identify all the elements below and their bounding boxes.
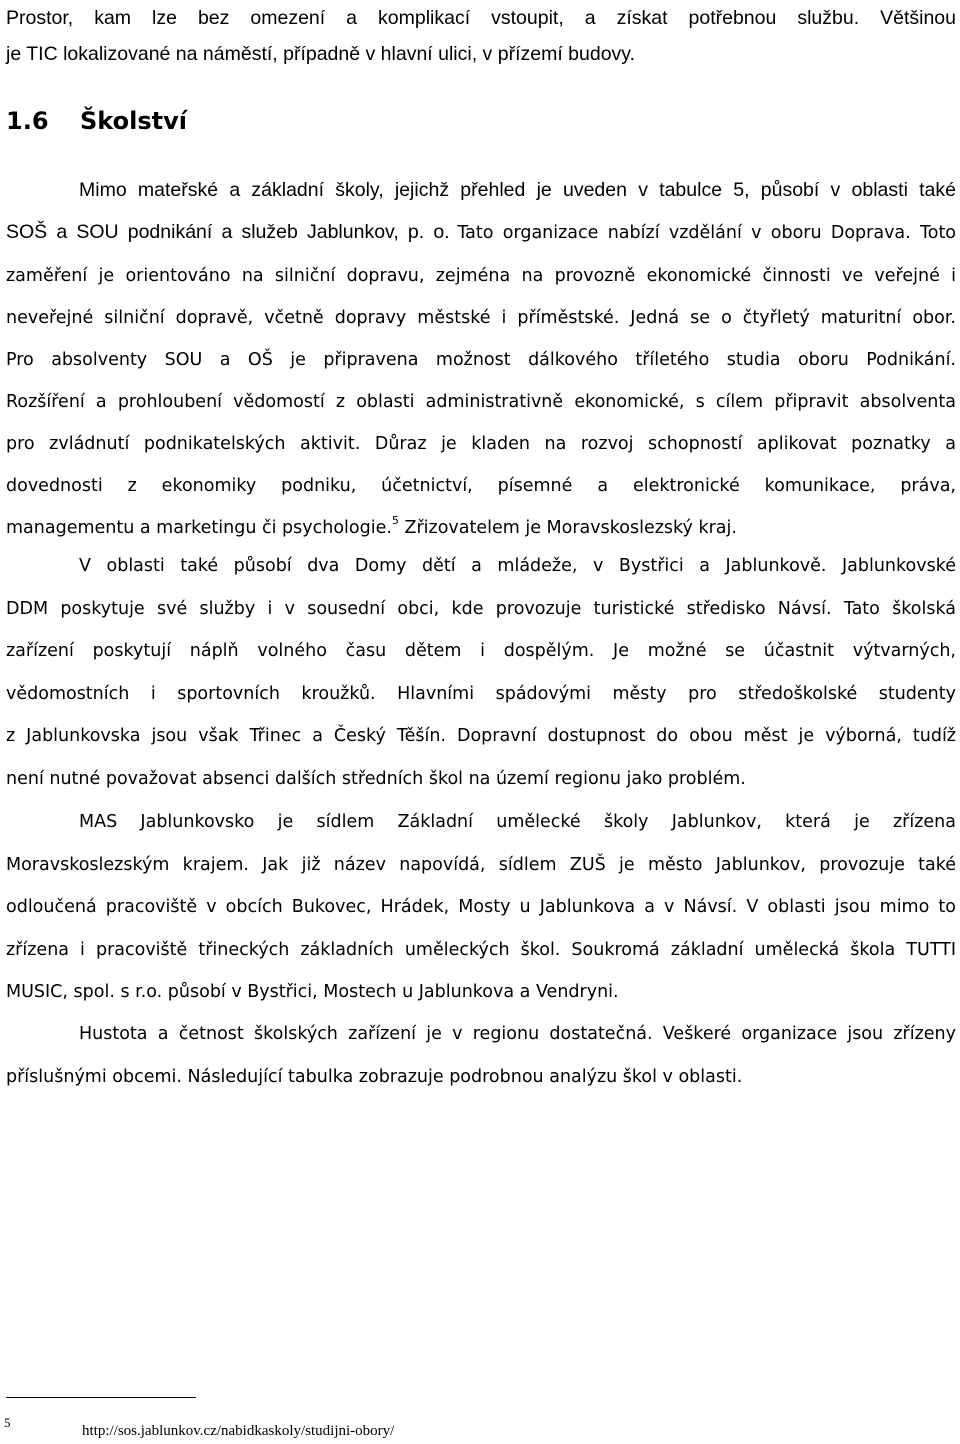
text-line: MUSIC, spol. s r.o. působí v Bystřici, Mostech u Jablunkova a Vendryni. [6, 982, 619, 1002]
text-segment: Tato organizace nabízí vzdělání v oboru Doprava. Toto [457, 223, 957, 243]
section-title: Školství [80, 107, 187, 135]
text-line: DDM poskytuje své služby i v sousední obci, kde provozuje turistické středisko Návsí. Tato školská [6, 598, 956, 619]
text-line: Moravskoslezským krajem. Jak již název napovídá, sídlem ZUŠ je město Jablunkov, provozuje také [6, 854, 956, 875]
text-line: neveřejné silniční dopravě, včetně dopravy městské i příměstské. Jedná se o čtyřletý maturitní obor. [6, 308, 956, 328]
text-line: MAS Jablunkovsko je sídlem Základní umělecké školy Jablunkov, která je zřízena [79, 812, 956, 832]
text-line: příslušnými obcemi. Následující tabulka zobrazuje podrobnou analýzu škol v oblasti. [6, 1066, 743, 1087]
text-line: odloučená pracoviště v obcích Bukovec, Hrádek, Mosty u Jablunkova a v Návsí. V oblasti jsou mimo to [6, 897, 956, 917]
text-line: je TIC lokalizované na náměstí, případně v hlavní ulici, v přízemí budovy. [6, 43, 636, 65]
footnote-url: http://sos.jablunkov.cz/nabidkaskoly/studijni-obory/ [82, 1423, 395, 1439]
text-line: pro zvládnutí podnikatelských aktivit. Důraz je kladen na rozvoj schopností aplikovat poznatky a [6, 434, 956, 454]
zus-paragraph [6, 801, 956, 1014]
text-line: vědomostních i sportovních kroužků. Hlavními spádovými městy pro středoškolské studenty [6, 683, 956, 704]
text-line: z Jablunkovska jsou však Třinec a Český Těšín. Dopravní dostupnost do obou měst je výborná, tudíž [6, 726, 956, 746]
text-line: zaměření je orientováno na silniční dopravu, zejména na provozně ekonomické činnosti ve veřejné i [6, 266, 956, 286]
text-line [6, 507, 956, 549]
section-number: 1.6 [6, 107, 49, 135]
density-paragraph [6, 1013, 956, 1098]
text-line: zřízena i pracoviště třineckých základních uměleckých škol. Soukromá základní umělecká škola TUTTI [6, 939, 956, 960]
text-line: V oblasti také působí dva Domy dětí a mládeže, v Bystřici a Jablunkově. Jablunkovské [79, 556, 956, 576]
text-segment: managementu a marketingu či psychologie. [6, 518, 392, 538]
text-line: Rozšíření a prohloubení vědomostí z oblasti administrativně ekonomické, s cílem připravit absolventa [6, 392, 956, 412]
text-segment: Zřizovatelem je Moravskoslezský kraj. [404, 518, 737, 538]
footnote-reference: 5 [391, 514, 399, 527]
schools-paragraph [6, 169, 956, 549]
text-line: zařízení poskytují náplň volného času dětem i dospělým. Je možné se účastnit výtvarných, [6, 641, 956, 661]
section-heading [6, 107, 187, 135]
text-line: Hustota a četnost školských zařízení je v regionu dostatečná. Veškeré organizace jsou zřízeny [79, 1024, 956, 1044]
footnote-number: 5 [4, 1415, 11, 1430]
text-line [6, 211, 956, 255]
text-line: Mimo mateřské a základní školy, jejichž přehled je uveden v tabulce 5, působí v oblasti také [79, 179, 956, 201]
ddm-paragraph [6, 545, 956, 800]
text-line: Pro absolventy SOU a OŠ je připravena možnost dálkového tříletého studia oboru Podnikání. [6, 350, 956, 370]
text-line: Prostor, kam lze bez omezení a komplikací vstoupit, a získat potřebnou službu. Většinou [6, 7, 956, 29]
footnote-separator [6, 1397, 196, 1398]
text-line: dovednosti z ekonomiky podniku, účetnictví, písemné a elektronické komunikace, práva, [6, 476, 956, 496]
text-segment: SOŠ a SOU podnikání a služeb Jablunkov, p. o. [6, 221, 450, 243]
text-line: není nutné považovat absenci dalších středních škol na území regionu jako problém. [6, 768, 746, 789]
intro-paragraph [6, 0, 956, 72]
